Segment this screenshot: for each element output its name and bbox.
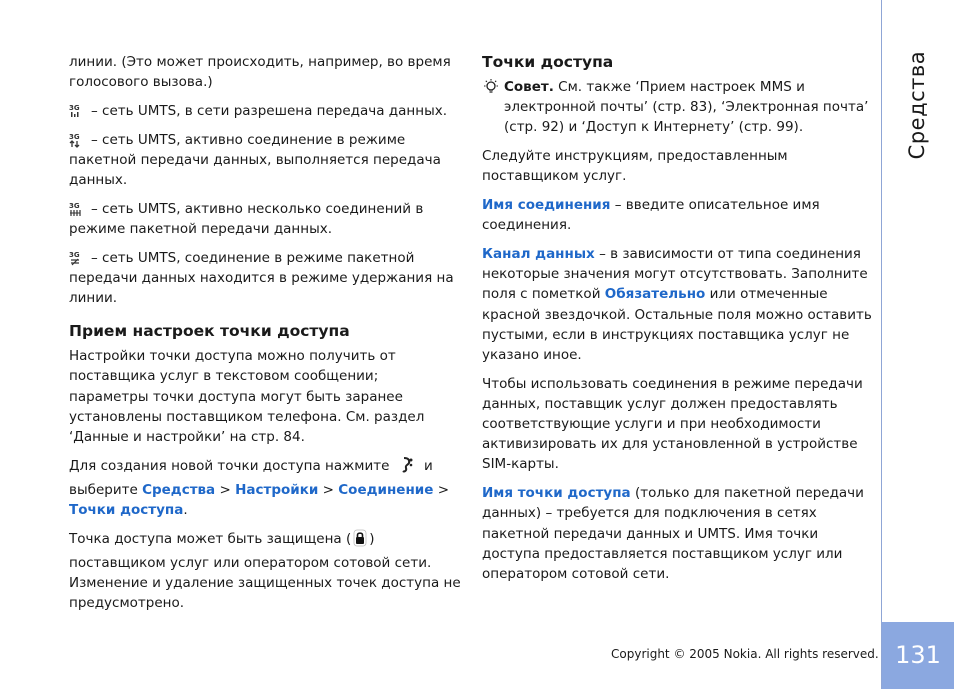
menu-link-access-points: Точки доступа [69,502,184,519]
intro-paragraph: линии. (Это может происходить, например, во время голосового вызова.) [69,54,451,91]
icon-item-text: – сеть UMTS, в сети разрешена передача данных. [91,102,448,119]
3g-connection-hold-icon [69,250,81,266]
icon-item [69,101,461,121]
menu-link-connection: Соединение [338,481,434,498]
menu-link-tools: Средства [142,481,216,498]
paragraph-text: или отмеченные красной звездочкой. Остальные поля можно оставить пустыми, если в инструкциях поставщика услуг не указано иное. [482,286,872,363]
paragraph-text: (только для пакетной передачи данных) – требуется для подключения в сетях пакетной передачи данных и UMTS. Имя точки доступа предоставляется поставщиком услуг или оператором сотовой сети. [482,485,864,582]
paragraph: Следуйте инструкциям, предоставленным поставщиком услуг. [482,148,788,185]
tip-label: Совет. [504,79,554,95]
tip-text: См. также ‘Прием настроек MMS и электронной почты’ (стр. 83), ‘Электронная почта’ (стр. 92) и ‘Доступ к Интернету’ (стр. 99). [504,79,869,136]
tip-box [482,77,874,138]
lightbulb-icon [482,78,500,102]
svg-text:3G: 3G [69,103,80,112]
icon-item-text: – сеть UMTS, активно соединение в режиме пакетной передачи данных, выполняется передача данных. [69,131,441,189]
section-tab [899,50,935,160]
paragraph: Настройки точки доступа можно получить от поставщика услуг в текстовом сообщении; параметры точки доступа могут быть заранее установлены поставщиком телефона. См. раздел ‘Данные и настройки’ на стр. 84. [69,348,425,446]
section-heading: Точки доступа [482,53,614,71]
period: . [183,502,188,519]
paragraph [69,529,461,614]
icon-item-text: – сеть UMTS, активно несколько соединений в режиме пакетной передачи данных. [69,200,424,237]
paragraph [482,195,874,235]
paragraph-text: ) поставщиком услуг или оператором сотовой сети. Изменение и удаление защищенных точек доступа не предусмотрено. [69,530,461,612]
page-number: 131 [882,622,954,689]
menu-link-settings: Настройки [235,481,319,498]
paragraph [482,483,874,584]
section-heading: Прием настроек точки доступа [69,322,350,341]
paragraph: Чтобы использовать соединения в режиме передачи данных, поставщик услуг должен предоставлять соответствующие услуги и при необходимости активизировать их для установленной в устройстве SIM-карты. [482,375,863,473]
setting-access-point-name: Имя точки доступа [482,485,631,502]
setting-connection-name: Имя соединения [482,197,611,214]
separator: > [437,481,450,498]
separator: > [219,481,231,498]
paragraph [69,456,461,521]
icon-item-text: – сеть UMTS, соединение в режиме пакетной передачи данных находится в режиме удержания на линии. [69,249,454,307]
icon-item [69,199,461,239]
svg-text:3G: 3G [69,132,80,141]
right-column [482,52,874,593]
setting-data-bearer: Канал данных [482,245,595,262]
lock-icon [353,529,367,553]
section-title: Средства [904,50,929,160]
svg-text:3G: 3G [69,250,80,259]
3g-packet-allowed-icon [69,103,81,119]
left-column [69,52,461,622]
menu-key-icon [400,456,414,480]
paragraph-text: – введите описательное имя соединения. [482,197,820,234]
icon-item [69,130,461,191]
paragraph-text: Точка доступа может быть защищена ( [69,530,352,547]
3g-multiple-connections-icon [69,201,81,217]
paragraph-text: и выберите [69,457,433,498]
setting-required: Обязательно [604,286,706,303]
separator: > [322,481,334,498]
copyright: Copyright © 2005 Nokia. All rights reserved. [611,647,879,661]
paragraph-text: Для создания новой точки доступа нажмите [69,457,390,474]
paragraph [482,244,874,365]
paragraph-text: – в зависимости от типа соединения некоторые значения могут отсутствовать. Заполните поля с пометкой [482,245,868,303]
3g-connection-active-icon [69,132,81,148]
svg-text:3G: 3G [69,201,80,210]
icon-item [69,248,461,309]
sidebar-divider [881,0,882,689]
